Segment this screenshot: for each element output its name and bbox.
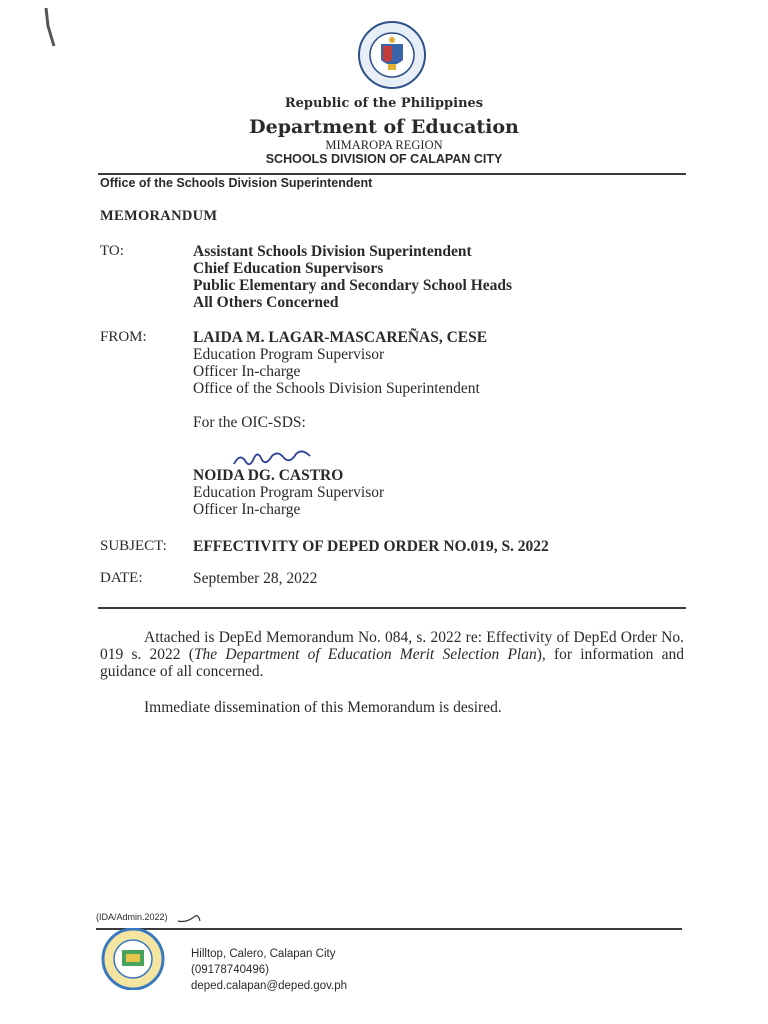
for-line: For the OIC-SDS: [193, 414, 306, 431]
scan-mark [42, 6, 50, 36]
body-paragraph [100, 699, 684, 716]
signatory-position: Education Program Supervisor [193, 484, 385, 501]
footer-address: Hilltop, Calero, Calapan City [191, 948, 336, 960]
to-label: TO: [100, 243, 124, 259]
subject-label: SUBJECT: [100, 538, 167, 554]
recipient-line: Assistant Schools Division Superintendent [193, 243, 472, 260]
date-text: September 28, 2022 [193, 570, 318, 587]
header-divider [98, 173, 686, 175]
date-label: DATE: [100, 570, 143, 586]
footer-email: deped.calapan@deped.gov.ph [191, 980, 347, 992]
footer-divider [96, 928, 682, 930]
body-paragraph [100, 629, 684, 680]
signatory-position: Officer In-charge [193, 501, 301, 518]
from-label: FROM: [100, 329, 147, 345]
footer-phone: (09178740496) [191, 964, 270, 976]
from-position: Education Program Supervisor [193, 346, 385, 363]
office-line: Office of the Schools Division Superintendent [100, 176, 373, 190]
signatory-name: NOIDA DG. CASTRO [193, 467, 344, 484]
signatory-block [193, 467, 384, 518]
from-office: Office of the Schools Division Superintendent [193, 380, 480, 397]
division-seal-icon [98, 928, 168, 990]
deped-seal-icon [355, 20, 429, 90]
initials-mark-icon [176, 910, 206, 924]
to-recipients [193, 243, 512, 311]
body-italic-title: The Department of Education Merit Selection Plan [193, 646, 537, 663]
body-text: ), for information and guidance of all concerned. [100, 646, 685, 680]
from-position: Officer In-charge [193, 363, 301, 380]
from-block [193, 329, 487, 397]
subject-text: EFFECTIVITY OF DEPED ORDER NO.019, S. 2022 [193, 538, 549, 555]
footer-contact [191, 946, 347, 994]
memo-heading: MEMORANDUM [100, 208, 218, 224]
from-name: LAIDA M. LAGAR-MASCAREÑAS, CESE [193, 329, 488, 346]
republic-line: Republic of the Philippines [284, 96, 484, 111]
recipient-line: All Others Concerned [193, 294, 339, 311]
recipient-line: Public Elementary and Secondary School Heads [193, 277, 513, 294]
recipient-line: Chief Education Supervisors [193, 260, 384, 277]
region-line: MIMAROPA REGION [325, 138, 443, 152]
body-text: Attached is DepEd Memorandum No. 084, s. 2022 re: Effectivity of DepEd Order No. 019 s. 2022 ( [100, 629, 684, 663]
department-title: Department of Education [249, 116, 519, 138]
division-line: SCHOOLS DIVISION OF CALAPAN CITY [265, 152, 503, 166]
subject-divider [98, 607, 686, 609]
body-text: Immediate dissemination of this Memorandum is desired. [144, 699, 502, 716]
reference-code: (IDA/Admin.2022) [96, 912, 168, 922]
